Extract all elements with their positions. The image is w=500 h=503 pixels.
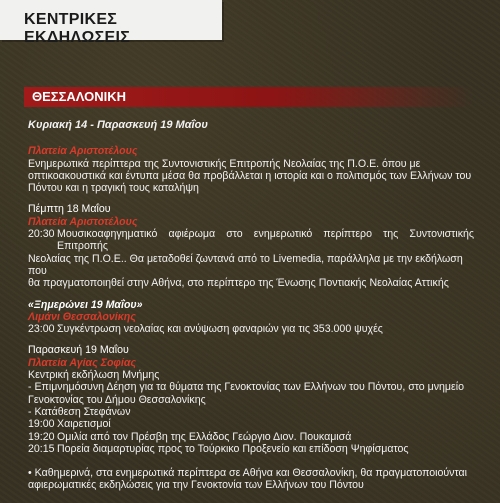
event-description: Μουσικοαφηγηματικό αφιέρωμα στο ενημερωτικό περίπτερο της Συντονιστικής Επιτροπής	[57, 228, 474, 253]
event-block-2	[28, 203, 474, 289]
event-title: «Ξημερώνει 19 Μαΐου»	[28, 298, 143, 311]
event-block-4	[28, 344, 474, 455]
event-description: Συγκέντρωση νεολαίας και ανύψωση φαναριών για τις 353.000 ψυχές	[57, 323, 383, 336]
schedule-row	[28, 323, 474, 335]
description-line: οπτικοακουστικά και έντυπα μέσα θα προβάλλεται η ιστορία και ο πολιτισμός των Ελλήνων του	[28, 169, 472, 182]
event-place: Λιμάνι Θεσσαλονίκης	[28, 310, 136, 323]
events-content	[28, 119, 474, 501]
event-time: 23:00	[28, 323, 55, 336]
event-date: Παρασκευή 19 Μαΐου	[28, 344, 129, 357]
event-block-3	[28, 299, 474, 336]
event-block-1	[28, 145, 474, 194]
wreath-item: - Κατάθεση Στεφάνων	[28, 405, 131, 418]
city-label: ΘΕΣΣΑΛΟΝΙΚΗ	[32, 89, 126, 104]
event-place: Πλατεία Αριστοτέλους	[28, 145, 138, 158]
event-description: Ομιλία από τον Πρέσβη της Ελλάδος Γεώργιο Διον. Πουκαμισά	[57, 430, 352, 443]
page-title: ΚΕΝΤΡΙΚΕΣ ΕΚΔΗΛΩΣΕΙΣ	[24, 11, 131, 46]
city-section-bar	[24, 87, 474, 107]
schedule-row	[28, 418, 474, 430]
description-line: θα πραγματοποιηθεί στην Αθήνα, στο περίπτερο της Ένωσης Ποντιακής Νεολαίας Αττικής	[28, 277, 449, 290]
footer-line: αφιερωματικές εκδηλώσεις για την Γενοκτονία των Ελλήνων του Πόντου	[28, 479, 364, 492]
schedule-row	[28, 443, 474, 455]
event-description: Πορεία διαμαρτυρίας προς το Τούρκικο Προξενείο και επίδοση Ψηφίσματος	[57, 442, 409, 455]
event-place: Πλατεία Αγίας Σοφίας	[28, 356, 137, 369]
header-banner	[0, 0, 222, 46]
description-line: Ενημερωτικά περίπτερα της Συντονιστικής Επιτροπής Νεολαίας της Π.Ο.Ε. όπου με	[28, 157, 421, 170]
event-subtitle: Κεντρική εκδήλωση Μνήμης	[28, 369, 160, 382]
description-line: Πόντου και η τραγική τους καταλήψη	[28, 182, 199, 195]
event-time: 19:00	[28, 418, 55, 431]
footer-note	[28, 467, 474, 492]
description-line: Γενοκτονίας του Δήμου Θεσσαλονίκης	[28, 393, 206, 406]
description-line: - Επιμνημόσυνη Δέηση για τα θύματα της Γενοκτονίας των Ελλήνων του Πόντου, στο μνημείο	[28, 381, 464, 394]
event-time: 20:15	[28, 442, 55, 455]
event-date: Πέμπτη 18 Μαΐου	[28, 203, 111, 216]
event-description: Χαιρετισμοί	[57, 418, 111, 431]
date-range: Κυριακή 14 - Παρασκευή 19 Μαΐου	[28, 119, 208, 131]
footer-line: • Καθημερινά, στα ενημερωτικά περίπτερα σε Αθήνα και Θεσσαλονίκη, θα πραγματοποιούνται	[28, 467, 467, 480]
event-place: Πλατεία Αριστοτέλους	[28, 215, 138, 228]
description-line: Νεολαίας της Π.Ο.Ε.. Θα μεταδοθεί ζωντανά από το Livemedia, παράλληλα με την εκδήλωση που	[28, 252, 463, 277]
event-time: 19:20	[28, 430, 55, 443]
event-time: 20:30	[28, 228, 55, 241]
schedule-row	[28, 228, 474, 253]
event-description	[28, 158, 474, 195]
schedule-row	[28, 431, 474, 443]
